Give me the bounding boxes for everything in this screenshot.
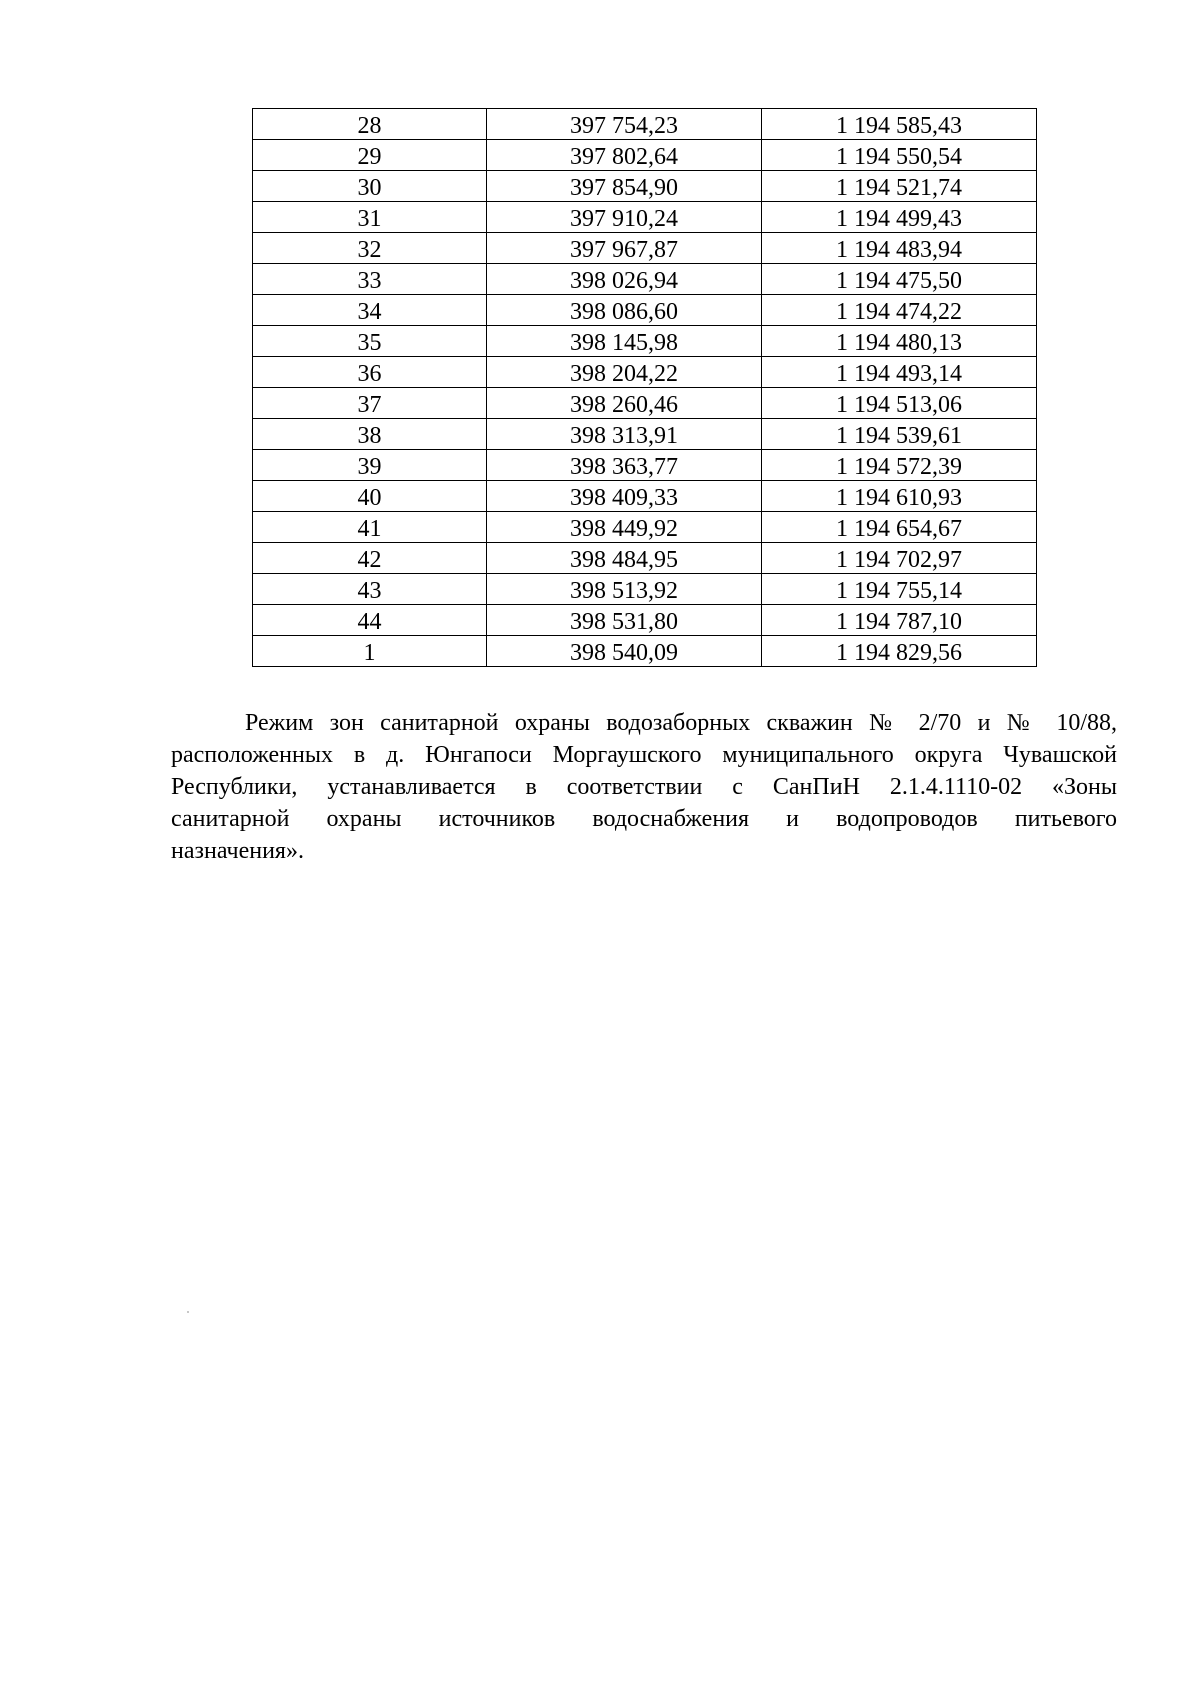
y-coordinate-cell: 1 194 755,14 [762, 574, 1037, 605]
x-coordinate-cell: 398 409,33 [487, 481, 762, 512]
y-coordinate-cell: 1 194 513,06 [762, 388, 1037, 419]
y-coordinate-cell: 1 194 483,94 [762, 233, 1037, 264]
x-coordinate-cell: 398 086,60 [487, 295, 762, 326]
y-coordinate-cell: 1 194 493,14 [762, 357, 1037, 388]
x-coordinate-cell: 398 145,98 [487, 326, 762, 357]
table-row [253, 388, 1037, 419]
x-coordinate-cell: 397 854,90 [487, 171, 762, 202]
y-coordinate-cell: 1 194 499,43 [762, 202, 1037, 233]
y-coordinate-cell: 1 194 539,61 [762, 419, 1037, 450]
point-number-cell: 38 [253, 419, 487, 450]
paragraph-line: назначения». [171, 838, 304, 864]
y-coordinate-cell: 1 194 829,56 [762, 636, 1037, 667]
y-coordinate-cell: 1 194 787,10 [762, 605, 1037, 636]
table-row [253, 512, 1037, 543]
x-coordinate-cell: 398 204,22 [487, 357, 762, 388]
table-row [253, 481, 1037, 512]
x-coordinate-cell: 398 484,95 [487, 543, 762, 574]
table-row [253, 543, 1037, 574]
point-number-cell: 35 [253, 326, 487, 357]
x-coordinate-cell: 397 754,23 [487, 109, 762, 140]
y-coordinate-cell: 1 194 610,93 [762, 481, 1037, 512]
y-coordinate-cell: 1 194 521,74 [762, 171, 1037, 202]
y-coordinate-cell: 1 194 475,50 [762, 264, 1037, 295]
paragraph-line: санитарной охраны источников водоснабжения и водопроводов питьевого [171, 806, 1117, 832]
x-coordinate-cell: 398 260,46 [487, 388, 762, 419]
table-row [253, 574, 1037, 605]
table-row [253, 171, 1037, 202]
table-row [253, 295, 1037, 326]
table-row [253, 605, 1037, 636]
paragraph-line: расположенных в д. Юнгапоси Моргаушского муниципального округа Чувашской [171, 742, 1117, 768]
y-coordinate-cell: 1 194 702,97 [762, 543, 1037, 574]
x-coordinate-cell: 398 449,92 [487, 512, 762, 543]
point-number-cell: 41 [253, 512, 487, 543]
x-coordinate-cell: 398 313,91 [487, 419, 762, 450]
point-number-cell: 28 [253, 109, 487, 140]
point-number-cell: 37 [253, 388, 487, 419]
y-coordinate-cell: 1 194 654,67 [762, 512, 1037, 543]
table-row [253, 140, 1037, 171]
sanitary-zone-regime-paragraph [171, 707, 1117, 867]
table-row [253, 233, 1037, 264]
table-row [253, 450, 1037, 481]
point-number-cell: 33 [253, 264, 487, 295]
paragraph-line: Режим зон санитарной охраны водозаборных скважин № 2/70 и № 10/88, [245, 710, 1117, 736]
coordinates-table [252, 108, 1037, 667]
y-coordinate-cell: 1 194 480,13 [762, 326, 1037, 357]
point-number-cell: 34 [253, 295, 487, 326]
point-number-cell: 32 [253, 233, 487, 264]
x-coordinate-cell: 398 531,80 [487, 605, 762, 636]
x-coordinate-cell: 398 363,77 [487, 450, 762, 481]
table-row [253, 636, 1037, 667]
table-row [253, 357, 1037, 388]
point-number-cell: 44 [253, 605, 487, 636]
point-number-cell: 29 [253, 140, 487, 171]
table-row [253, 419, 1037, 450]
point-number-cell: 40 [253, 481, 487, 512]
table-row [253, 202, 1037, 233]
scan-artifact [187, 1311, 189, 1313]
point-number-cell: 42 [253, 543, 487, 574]
table-row [253, 109, 1037, 140]
point-number-cell: 36 [253, 357, 487, 388]
point-number-cell: 39 [253, 450, 487, 481]
x-coordinate-cell: 397 910,24 [487, 202, 762, 233]
x-coordinate-cell: 398 026,94 [487, 264, 762, 295]
point-number-cell: 30 [253, 171, 487, 202]
paragraph-line: Республики, устанавливается в соответствии с СанПиН 2.1.4.1110-02 «Зоны [171, 774, 1117, 800]
y-coordinate-cell: 1 194 585,43 [762, 109, 1037, 140]
point-number-cell: 43 [253, 574, 487, 605]
y-coordinate-cell: 1 194 474,22 [762, 295, 1037, 326]
coordinates-table-body [253, 109, 1037, 667]
x-coordinate-cell: 397 802,64 [487, 140, 762, 171]
y-coordinate-cell: 1 194 572,39 [762, 450, 1037, 481]
x-coordinate-cell: 398 513,92 [487, 574, 762, 605]
point-number-cell: 31 [253, 202, 487, 233]
y-coordinate-cell: 1 194 550,54 [762, 140, 1037, 171]
point-number-cell: 1 [253, 636, 487, 667]
table-row [253, 326, 1037, 357]
table-row [253, 264, 1037, 295]
x-coordinate-cell: 398 540,09 [487, 636, 762, 667]
x-coordinate-cell: 397 967,87 [487, 233, 762, 264]
